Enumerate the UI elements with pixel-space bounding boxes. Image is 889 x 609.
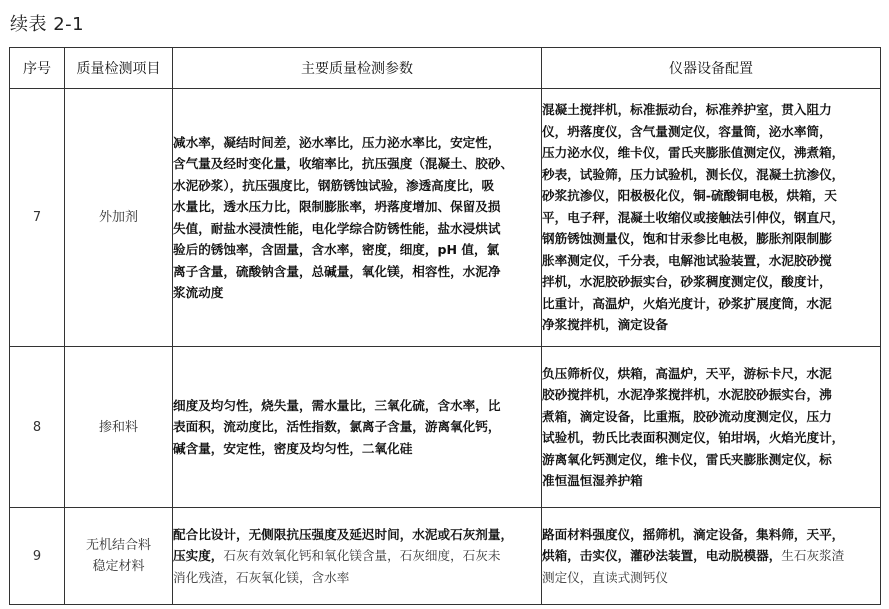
equipment-line: 平，电子秤，混凝土收缩仪或接触法引伸仪，钢直尺， bbox=[542, 209, 845, 225]
row-params bbox=[173, 89, 542, 347]
row-equipment bbox=[542, 347, 881, 508]
params-line: 含气量及经时变化量，收缩率比，抗压强度（混凝土、胶砂、 bbox=[173, 156, 514, 171]
equipment-line: 负压筛析仪，烘箱，高温炉，天平，游标卡尺，水泥 bbox=[542, 365, 832, 381]
table-row bbox=[10, 89, 881, 347]
equipment-line: 净浆搅拌机，滴定设备 bbox=[542, 317, 668, 333]
params-bold-segment: 压实度， bbox=[173, 548, 224, 564]
params-line: 消化残渣，石灰氧化镁，含水率 bbox=[173, 569, 350, 585]
equipment-line: 压力泌水仪，维卡仪，雷氏夹膨胀值测定仪，沸煮箱， bbox=[542, 145, 845, 161]
item-line: 掺和料 bbox=[98, 419, 138, 435]
equipment-line: 煮箱，滴定设备，比重瓶，胶砂流动度测定仪，压力 bbox=[542, 408, 832, 424]
equipment-line: 拌机，水泥胶砂振实台，砂浆稠度测定仪，酸度计， bbox=[542, 274, 832, 290]
params-line: 细度及均匀性，烧失量，需水量比，三氧化硫，含水率，比 bbox=[173, 397, 501, 413]
row-number: 9 bbox=[10, 508, 65, 605]
equipment-line: 试验机，勃氏比表面积测定仪，铂坩埚，火焰光度计， bbox=[542, 430, 845, 445]
header-equipment: 仪器设备配置 bbox=[542, 48, 881, 89]
row-equipment bbox=[542, 508, 881, 605]
row-number: 7 bbox=[10, 89, 65, 347]
equipment-line: 准恒温恒湿养护箱 bbox=[542, 473, 643, 488]
equipment-light-segment: 生石灰浆渣 bbox=[781, 548, 845, 564]
item-line: 稳定材料 bbox=[92, 559, 145, 574]
table-row bbox=[10, 347, 881, 508]
params-line: 配合比设计，无侧限抗压强度及延迟时间，水泥或石灰剂量， bbox=[173, 526, 514, 542]
equipment-line: 砂浆抗渗仪，阳极极化仪，铜-硫酸铜电极，烘箱，天 bbox=[542, 188, 837, 204]
params-line: 浆流动度 bbox=[173, 285, 224, 300]
equipment-line: 比重计，高温炉，火焰光度计，砂浆扩展度筒，水泥 bbox=[542, 295, 832, 311]
params-line: 表面积，流动度比，活性指数，氯离子含量，游离氧化钙， bbox=[173, 419, 501, 435]
equipment-bold-segment: 烘箱，击实仪，灌砂法装置，电动脱模器， bbox=[542, 548, 782, 564]
params-line: 水泥砂浆），抗压强度比，钢筋锈蚀试验，渗透高度比，吸 bbox=[173, 177, 495, 193]
header-params: 主要质量检测参数 bbox=[173, 48, 542, 89]
params-line: 减水率，凝结时间差，泌水率比，压力泌水率比，安定性， bbox=[173, 134, 501, 150]
equipment-line: 胶砂搅拌机，水泥净浆搅拌机，水泥胶砂振实台，沸 bbox=[542, 387, 832, 402]
params-line: 验后的锈蚀率，含固量，含水率，密度，细度，pH 值，氯 bbox=[173, 242, 500, 257]
equipment-line: 测定仪，直读式测钙仪 bbox=[542, 569, 668, 585]
header-no: 序号 bbox=[10, 48, 65, 89]
equipment-line bbox=[542, 545, 880, 567]
item-line: 外加剂 bbox=[98, 210, 138, 225]
table-header-row bbox=[10, 48, 881, 89]
row-params bbox=[173, 508, 542, 605]
item-line: 无机结合料 bbox=[85, 538, 151, 553]
header-item: 质量检测项目 bbox=[65, 48, 173, 89]
row-params bbox=[173, 347, 542, 508]
row-item bbox=[65, 508, 173, 605]
row-item bbox=[65, 89, 173, 347]
params-line: 碱含量，安定性，密度及均匀性，二氧化硅 bbox=[173, 440, 413, 456]
equipment-line: 钢筋锈蚀测量仪，饱和甘汞参比电极，膨胀剂限制膨 bbox=[542, 231, 832, 247]
row-number: 8 bbox=[10, 347, 65, 508]
table-row bbox=[10, 508, 881, 605]
equipment-line: 秒表，试验筛，压力试验机，测长仪，混凝土抗渗仪， bbox=[542, 166, 845, 182]
params-line: 离子含量，硫酸钠含量，总碱量，氧化镁，相容性，水泥净 bbox=[173, 263, 501, 279]
equipment-line: 混凝土搅拌机，标准振动台，标准养护室，贯入阻力 bbox=[542, 102, 832, 118]
row-item bbox=[65, 347, 173, 508]
equipment-line: 仪，坍落度仪，含气量测定仪，容量筒，泌水率筒， bbox=[542, 123, 832, 139]
equipment-line: 路面材料强度仪，摇筛机，滴定设备，集料筛，天平， bbox=[542, 526, 845, 542]
table-caption: 续表 2-1 bbox=[10, 14, 85, 35]
row-equipment bbox=[542, 89, 881, 347]
params-light-segment: 石灰有效氧化钙和氧化镁含量，石灰细度，石灰未 bbox=[223, 548, 501, 564]
equipment-line: 游离氧化钙测定仪，维卡仪，雷氏夹膨胀测定仪，标 bbox=[542, 451, 832, 467]
equipment-line: 胀率测定仪，千分表，电解池试验装置，水泥胶砂搅 bbox=[542, 252, 832, 268]
params-line: 失值，耐盐水浸渍性能，电化学综合防锈性能，盐水浸烘试 bbox=[173, 220, 501, 236]
quality-testing-table bbox=[9, 47, 881, 605]
params-line bbox=[173, 545, 541, 567]
params-line: 水量比，透水压力比，限制膨胀率，坍落度增加、保留及损 bbox=[173, 199, 501, 214]
